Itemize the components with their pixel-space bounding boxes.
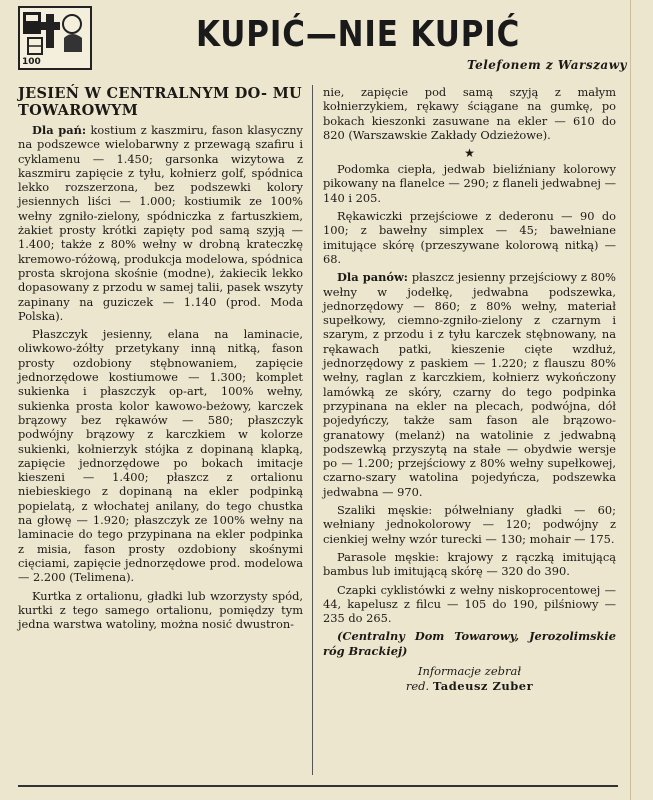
left-column bbox=[18, 85, 303, 635]
bottom-rule bbox=[18, 785, 618, 787]
paragraph-text: Czapki cyklistówki z wełny niskoprocentowej — 44, kapelusz z filcu — 105 do 190, pilśniowy — 235 do 265. bbox=[323, 582, 616, 626]
paragraph-text: płaszcz jesienny przejściowy z 80% wełny w jodełkę, jedwabna podszewka, jednorzędowy — 860; z 80% wełny, materiał supełkowy, ciemno-zgniło-zielony z czarnym i szarym, z przodu i z tyłu karczek stębnowany, na rękawach patki, kieszenie cięte wzdłuż, jednorzędowy z paskiem — 1.220; z flauszu 80% wełny, raglan z karczkiem, kołnierz wykończony lamówką ze skóry, czarny do tego podpinka przypinana na ekler na plecach, podwójna, dół pojedyńczy, także sam fason ale brązowo-granatowy (melanż) na watolinie z jedwabną podszewką przyszytą na stałe — obydwie wersje po — 1.200; przejściowy z 80% wełny supełkowej, czarno-szary watolina pojedyńcza, podszewka jedwabna — 970. bbox=[323, 270, 616, 499]
paragraph bbox=[323, 270, 616, 499]
logo-number: 100 bbox=[22, 57, 41, 67]
author-credit bbox=[323, 664, 616, 694]
paragraph bbox=[18, 589, 303, 632]
paragraph bbox=[323, 583, 616, 626]
left-paragraphs bbox=[18, 123, 303, 631]
credit-line: Informacje zebrał bbox=[417, 663, 522, 678]
paragraph bbox=[323, 209, 616, 266]
page-edge bbox=[630, 0, 631, 800]
credit-name: Tadeusz Zuber bbox=[432, 678, 534, 693]
paragraph-lead: Dla panów: bbox=[337, 270, 408, 285]
credit-author bbox=[323, 679, 616, 694]
paragraph-text: Szaliki męskie: półwełniany gładki — 60; wełniany jednokolorowy — 120; podwójny z cienkiej wełny wzór turecki — 130; mohair — 175. bbox=[323, 503, 616, 546]
paragraph bbox=[323, 162, 616, 205]
paragraph bbox=[323, 503, 616, 546]
right-column bbox=[323, 85, 616, 694]
paragraph bbox=[18, 123, 303, 323]
paragraph-text: Podomka ciepła, jedwab bieliźniany kolorowy pikowany na flanelce — 290; z flaneli jedwabnej — 140 i 205. bbox=[323, 162, 616, 205]
dateline: Telefonem z Warszawy bbox=[467, 58, 627, 72]
paragraph bbox=[323, 550, 616, 579]
paragraph-text: Kurtka z ortalionu, gładki lub wzorzysty spód, kurtki z tego samego ortalionu, pomiędzy tym jedna warstwa watoliny, można nosić dwustron- bbox=[18, 588, 303, 632]
paragraph-text: kostium z kaszmiru, fason klasyczny na podszewce wielobarwny z przewagą szafiru i cyklamenu — 1.450; garsonka wizytowa z kaszmiru zapięcie z tyłu, kołnierz golf, spódnica lekko rozszerzona, bez podszewki kolory jesiennych liści — 1.000; kostiumik ze 100% wełny zgniło-zielony, spódniczka z fartuszkiem, żakiet prosty krótki zapięty pod samą szyją — 1.400; także z 80% wełny w drobną krateczkę kremowo-różową, produkcja modelowa, spódnica prosta skrojona skośnie (modne), żakiecik lekko dopasowany z przodu w samej talii, pasek wszyty zapinany na guziczek — 1.140 (prod. Moda Polska). bbox=[18, 123, 304, 323]
paragraph-text: Rękawiczki przejściowe z dederonu — 90 do 100; z bawełny simplex — 45; bawełniane imitujące skórę (przeszywane kolorową nitką) — 68. bbox=[323, 209, 616, 266]
star-separator: ★ bbox=[464, 146, 475, 161]
continued-paragraph: nie, zapięcie pod samą szyją z małym kołnierzykiem, rękawy ściągane na gumkę, po bokach kieszonki zasuwane na ekler — 610 do 820 (Warszawskie Zakłady Odzieżowe). bbox=[323, 85, 616, 142]
column-divider bbox=[312, 85, 313, 775]
paragraph-text: Płaszczyk jesienny, elana na laminacie, oliwkowo-żółty przetykany inną nitką, fason prosty ozdobiony stębnowaniem, zapięcie jednorzędowe kostiumowe — 1.300; komplet sukienka i płaszczyk op-art, 100% wełny, sukienka prosta kolor kawowo-beżowy, karczek brązowy bez rękawów — 580; płaszczyk podwójny brązowy z karczkiem w kolorze sukienki, kołnierzyk stójka z dopinaną klapką, zapięcie jednorzędowe po bokach imitacje kieszeni — 1.400; płaszcz z ortalionu niebieskiego z dopinaną na ekler podpinką popielatą, z włochatej anilany, do tego chustka na głowę — 1.920; płaszczyk ze 100% wełny na laminacie do tego przypinana na ekler podpinka z misia, fason prosty ozdobiony skośnymi cięciami, zapięcie jednorzędowe prod. modelowa — 2.200 (Telimena). bbox=[18, 327, 303, 585]
source-note: (Centralny Dom Towarowy, Jerozolimskie róg Brackiej) bbox=[323, 629, 616, 658]
section-title: KUPIĆ—NIE KUPIĆ bbox=[196, 14, 521, 55]
column-logo bbox=[18, 6, 92, 70]
right-paragraphs bbox=[323, 162, 616, 625]
paragraph-lead: Dla pań: bbox=[32, 123, 87, 137]
credit-prefix: red. bbox=[405, 678, 430, 693]
paragraph bbox=[18, 327, 303, 584]
article-title: JESIEŃ W CENTRALNYM DO- MU TOWAROWYM bbox=[18, 85, 302, 119]
article-header bbox=[0, 0, 653, 80]
paragraph-text: Parasole męskie: krajowy z rączką imitującą bambus lub imitującą skórę — 320 do 390. bbox=[323, 549, 616, 579]
